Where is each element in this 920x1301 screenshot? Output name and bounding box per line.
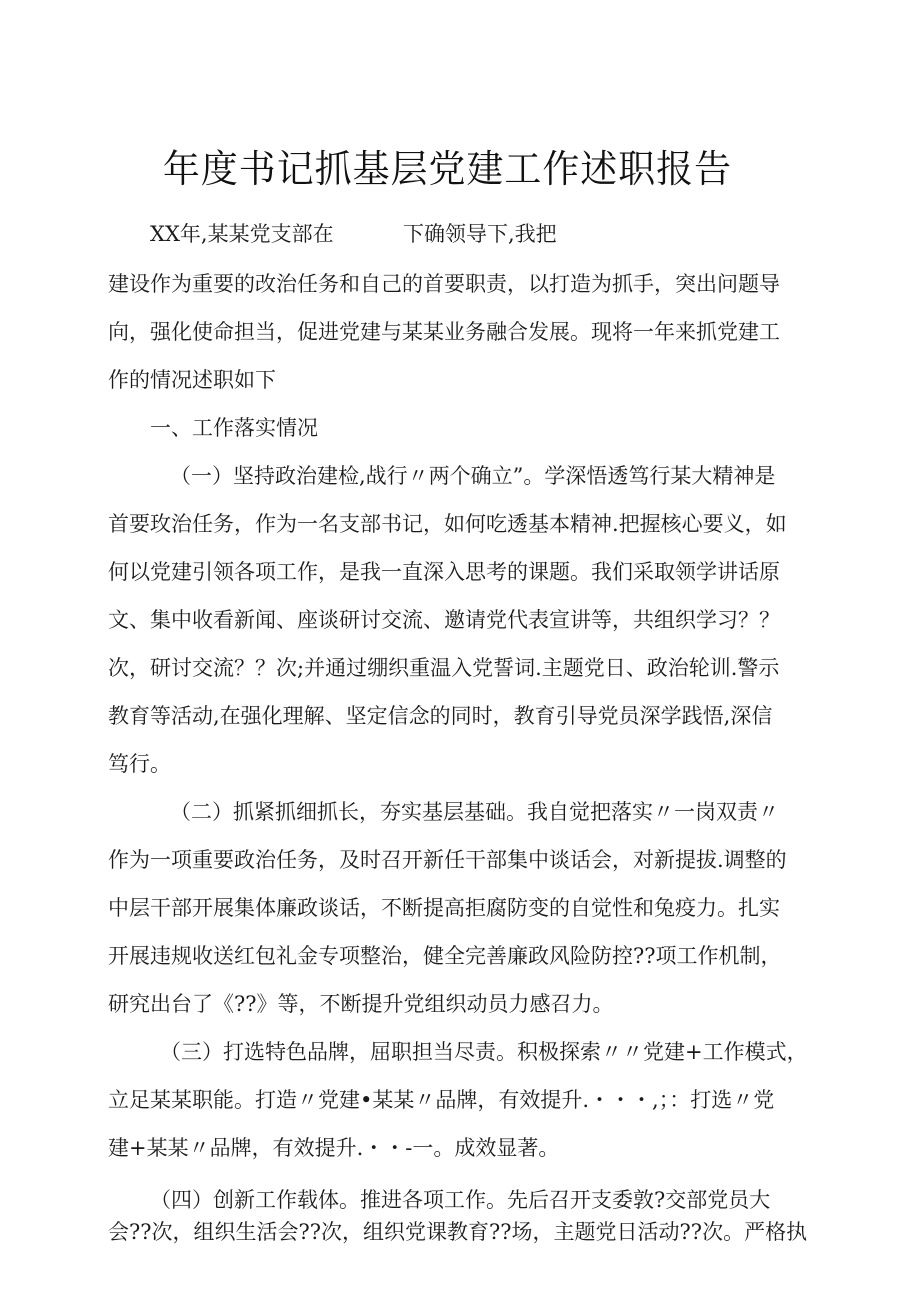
intro-text-part1: XX年,某某党支部在 (150, 222, 334, 246)
paragraph-4-line: 会??次，组织生活会??次，组织党课教育??场，主题党日活动??次。严格执 (108, 1220, 808, 1244)
intro-text-part2: 下确领导下,我把 (403, 222, 557, 246)
section-heading: 一、工作落实情况 (150, 416, 318, 440)
paragraph-2-line: 研究出台了《??》等，不断提升党组织动员力感召力。 (108, 992, 614, 1016)
paragraph-1-line: 首要玫治任务，作为一名支部书记，如何吃透基本精神.把握核心要义，如 (108, 512, 787, 536)
paragraph-1-line: 教育等活动,在强化理解、坚定信念的同时，教育引导党员深学践悟,深信 (108, 704, 773, 728)
paragraph-2-line: 开展违规收送红包礼金专项整治，健全完善廉政风险防控??项工作机制， (108, 944, 782, 968)
paragraph-2-line: 中层干部开展集体廉政谈话，不断提高拒腐防变的自觉性和兔疫力。扎实 (108, 896, 780, 920)
intro-line: 向，强化使命担当，促进党建与某某业务融合发展。现将一年来抓党建工 (108, 320, 780, 344)
paragraph-3-line: 立足某某职能。打造〃党建•某某〃品牌，有效提升.・・・,；：打选〃党 (108, 1088, 775, 1112)
paragraph-4-line: （四）创新工作载体。推进各项工作。先后召开支委敦?交部党员大 (150, 1188, 771, 1212)
paragraph-1-line: 何以党建引领各项工作，是我一直深入思考的课题。我们采取领学讲话原 (108, 560, 780, 584)
intro-line: 建设作为重要的改治任务和自己的首要职责，以打造为抓手，突出问题导 (108, 272, 780, 296)
paragraph-1-line: 次，研讨交流？？次;并通过绷织重温入党誓词.主题党日、政治轮训.警示 (108, 656, 780, 680)
paragraph-2-line: 作为一项重要政治任务，及时召开新任干部集中谈话会，对新提拔.调整的 (108, 848, 787, 872)
paragraph-3-line: （三）打选特色品牌，屈职担当尽责。积极探索〃〃党建+工作模式， (160, 1040, 808, 1064)
paragraph-3-line: 建+某某〃品牌，有效提升.・・-一。成效显著。 (108, 1136, 560, 1160)
document-title: 年度书记抓基层党建工作述职报告 (162, 147, 733, 191)
paragraph-1-line: 文、集中收看新闻、座谈研讨交流、邀请党代表宣讲等，共组织学习？？ (108, 608, 780, 632)
paragraph-2-line: （二）抓紧抓细抓长，夯实基层基础。我自觉把落实〃一岗双责〃 (170, 800, 779, 824)
intro-line: 作的情况述职如下 (108, 368, 276, 392)
paragraph-1-line: （一）坚持政治建检,战行〃两个确立”。学深悟透笃行某大精神是 (170, 464, 776, 488)
paragraph-1-line: 笃行。 (108, 752, 171, 776)
